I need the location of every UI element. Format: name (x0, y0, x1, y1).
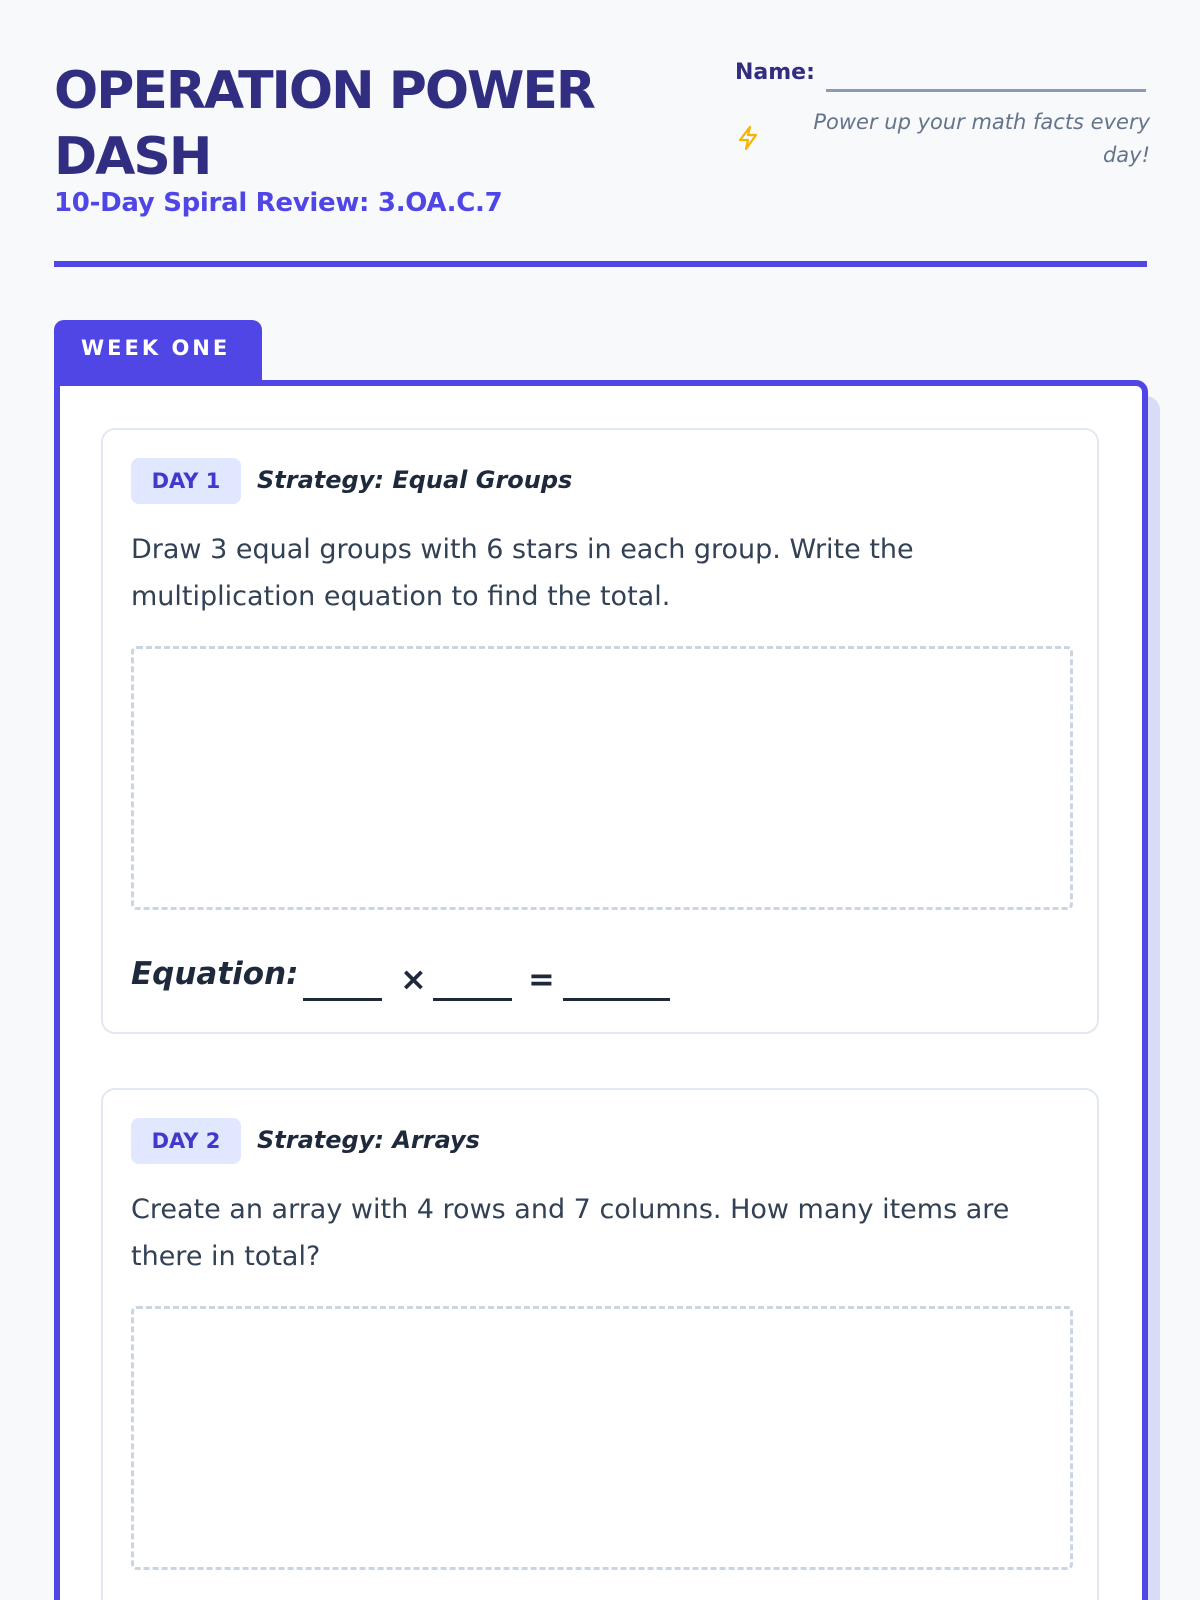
day-badge: DAY 2 (131, 1118, 241, 1164)
name-write-line[interactable] (826, 89, 1146, 92)
problem-prompt: Draw 3 equal groups with 6 stars in each group. Write the multiplication equation to find the total. (131, 534, 914, 612)
name-label: Name: (735, 60, 815, 85)
equals-symbol: = (528, 960, 555, 998)
name-field (735, 58, 1147, 94)
drawing-work-area[interactable] (131, 646, 1073, 910)
day-card-2 (101, 1088, 1099, 1600)
factor-blank-1[interactable] (303, 998, 382, 1001)
day-badge: DAY 1 (131, 458, 241, 504)
equation-label: Equation: (131, 956, 299, 992)
worksheet-motto: Power up your math facts every day! (813, 110, 1150, 167)
lightning-bolt-icon (735, 125, 761, 151)
worksheet-title: OPERATION POWER DASH (54, 61, 594, 187)
worksheet-header (54, 58, 1150, 270)
factor-blank-2[interactable] (433, 998, 512, 1001)
strategy-label: Strategy: Arrays (257, 1126, 480, 1154)
week-tab: WEEK ONE (54, 320, 262, 384)
problem-prompt: Create an array with 4 rows and 7 columns. How many items are there in total? (131, 1194, 1010, 1272)
product-blank[interactable] (563, 998, 670, 1001)
header-divider (54, 261, 1147, 267)
equation-row (131, 948, 731, 1008)
strategy-label: Strategy: Equal Groups (257, 466, 573, 494)
drawing-work-area[interactable] (131, 1306, 1073, 1570)
times-symbol: × (400, 960, 427, 998)
worksheet-subtitle: 10-Day Spiral Review: 3.OA.C.7 (54, 188, 503, 218)
day-card-1 (101, 428, 1099, 1034)
